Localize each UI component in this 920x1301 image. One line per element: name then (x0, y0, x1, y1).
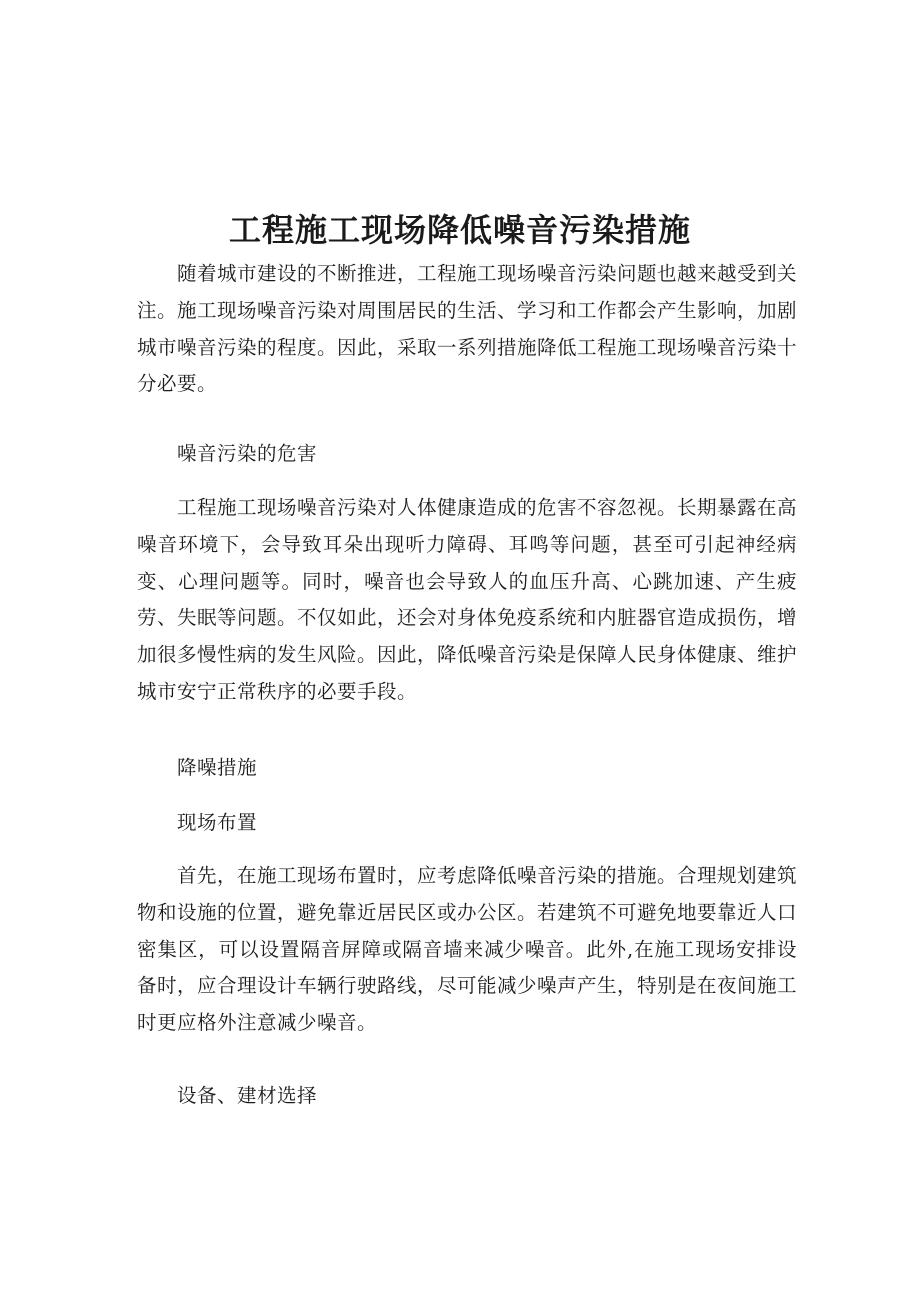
hazards-paragraph: 工程施工现场噪音污染对人体健康造成的危害不容忽视。长期暴露在高噪音环境下，会导致耳朵出现听力障碍、耳鸣等问题，甚至可引起神经病变、心理问题等。同时，噪音也会导致人的血压升高、心跳加速、产生疲劳、失眠等问题。不仅如此，还会对身体免疫系统和内脏器官造成损伤，增加很多慢性病的发生风险。因此，降低噪音污染是保障人民身体健康、维护城市安宁正常秩序的必要手段。 (137, 496, 798, 703)
document-title: 工程施工现场降低噪音污染措施 (228, 211, 691, 249)
subsection-heading-equipment: 设备、建材选择 (177, 1084, 318, 1107)
section-heading-measures: 降噪措施 (177, 756, 258, 779)
subsection-heading-site-layout: 现场布置 (177, 811, 258, 834)
site-layout-paragraph: 首先，在施工现场布置时，应考虑降低噪音污染的措施。合理规划建筑物和设施的位置，避免靠近居民区或办公区。若建筑不可避免地要靠近人口密集区，可以设置隔音屏障或隔音墙来减少噪音。此外,在施工现场安排设备时，应合理设计车辆行驶路线，尽可能减少噪声产生，特别是在夜间施工时更应格外注意减少噪音。 (137, 864, 798, 1035)
intro-paragraph: 随着城市建设的不断推进，工程施工现场噪音污染问题也越来越受到关注。施工现场噪音污染对周围居民的生活、学习和工作都会产生影响，加剧城市噪音污染的程度。因此，采取一系列措施降低工程施工现场噪音污染十分必要。 (137, 262, 798, 396)
section-heading-hazards: 噪音污染的危害 (177, 442, 318, 465)
